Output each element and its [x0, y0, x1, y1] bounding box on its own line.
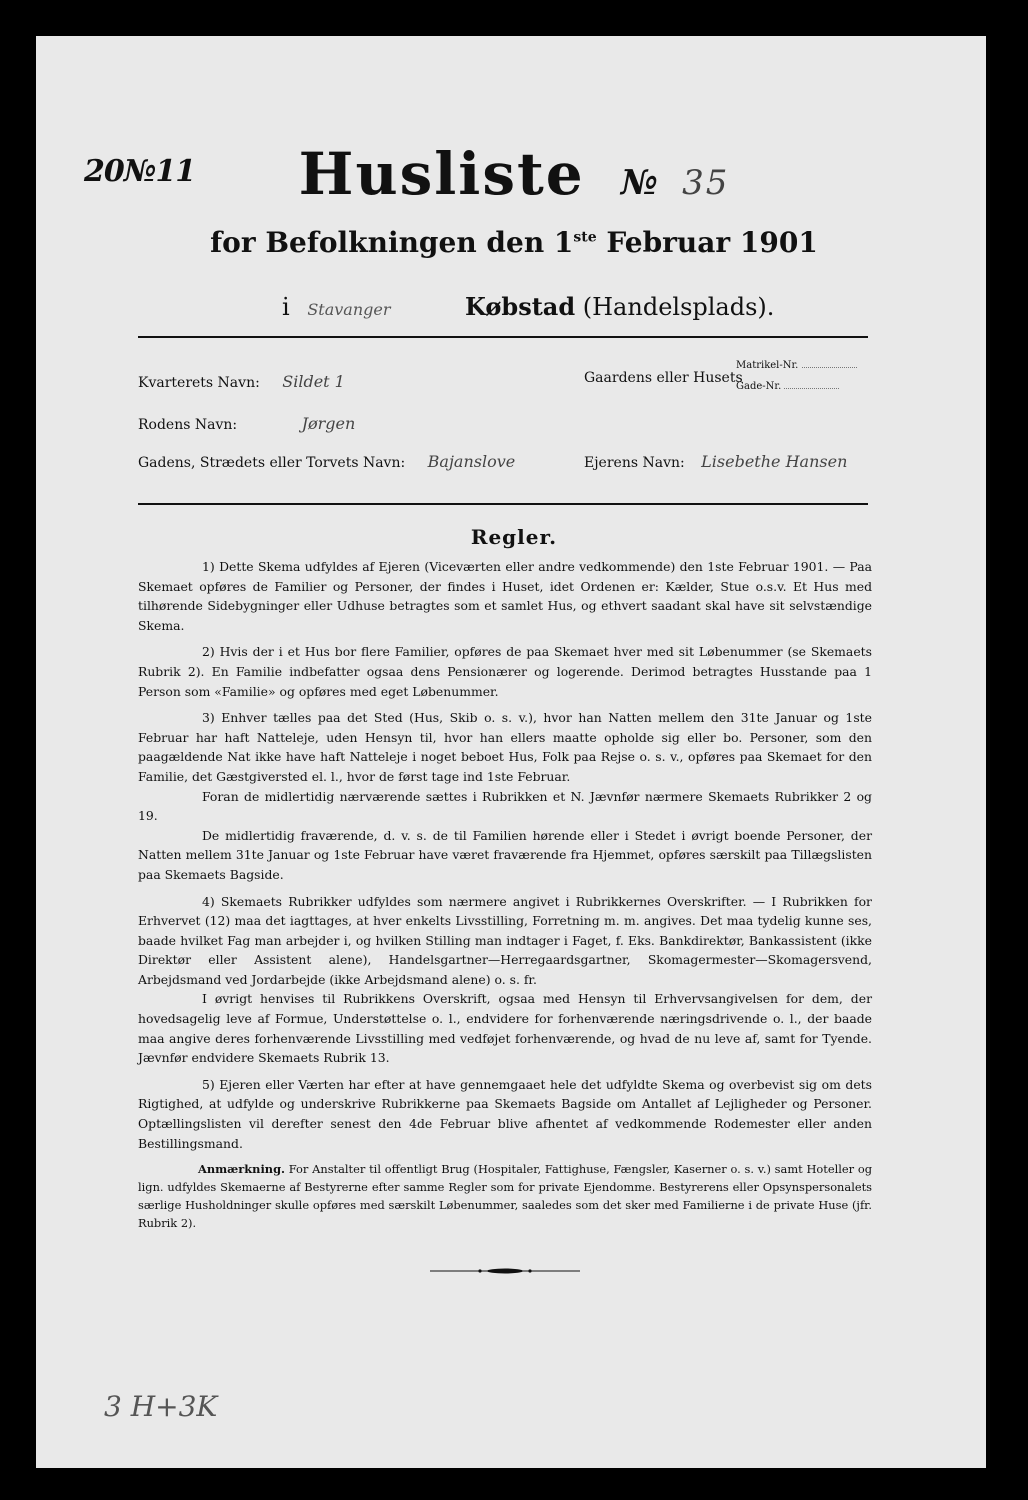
corner-number: 20№11	[84, 154, 196, 189]
note-paragraph	[138, 1160, 872, 1232]
subtitle-sup: ste	[573, 229, 597, 246]
bottom-divider	[138, 503, 868, 505]
gaard-field	[584, 370, 743, 386]
handelsplads-label: (Handelsplads).	[582, 293, 775, 321]
rule-5: 5) Ejeren eller Værten har efter at have gennemgaaet hele det udfyldte Skema og overbevist sig om dets Rigtighed, at udfylde og underskrive Rubrikkerne paa Skemaets Bagside om Antallet af Lejligheder og Personer. Optællingslisten vil derefter senest den 4de Februar blive afhentet af vedkommende Rodemester eller anden Bestillingsmand.	[138, 1076, 872, 1151]
subtitle-post: Februar 1901	[596, 226, 818, 259]
ejer-label: Ejerens Navn:	[584, 455, 685, 471]
rule-3a: 3) Enhver tælles paa det Sted (Hus, Skib o. s. v.), hvor han Natten mellem den 31te Januar og 1ste Februar har haft Natteleje, uden Hensyn til, hvor han ellers maatte opholde sig eller bo. Personer, som den paagældende Nat ikke have haft Natteleje i noget beboet Hus, Folk paa Rejse o. s. v., opføres paa Skemaet for den Familie, det Gæstgiversted el. l., hvor de først tage ind 1ste Februar.	[138, 710, 872, 784]
rule-4a: 4) Skemaets Rubrikker udfyldes som nærmere angivet i Rubrikkernes Overskrifter. — I Rubrikken for Erhvervet (12) maa det iagttages, at hver enkelts Livsstilling, Forretning m. m. angives. Det maa tydelig kunne ses, baade hvilket Fag man arbejder i, og hvilken Stilling man indtager i Faget, f. Eks. Bankdirektør, Bankassistent (ikke Direktør eller Assistent alene), Handelsgartner—Herregaardsgartner, Skomagermester—Skomagersvend, Arbejdsmand ved Jordarbejde (ikke Arbejdsmand alene) o. s. fr.	[138, 893, 872, 987]
margin-note: 3 H+3K	[104, 1390, 218, 1423]
place-prefix: i	[282, 293, 290, 321]
note-label: Anmærkning.	[198, 1162, 285, 1177]
rule-2: 2) Hvis der i et Hus bor flere Familier, opføres de paa Skemaet hver med sit Løbenummer (se Skemaets Rubrik 2). En Familie indbefatter ogsaa dens Pensionærer og logerende. Derimod betragtes Husstande paa 1 Person som «Familie» og opføres med eget Løbenummer.	[138, 644, 872, 699]
kobstad-label: Købstad	[464, 292, 576, 321]
number-value: 35	[682, 163, 730, 203]
ornament-center	[487, 1269, 523, 1274]
title-main: Husliste	[298, 140, 585, 208]
gade-navn-field	[138, 452, 515, 471]
matrikel-dots	[802, 367, 857, 368]
matrikel-label: Matrikel-Nr.	[736, 360, 799, 371]
gade-nr-field	[736, 381, 839, 392]
ejer-value: Lisebethe Hansen	[701, 452, 848, 471]
gade-nr-dots	[784, 388, 839, 389]
ornament-dot-left	[478, 1269, 481, 1272]
subtitle-pre: for Befolkningen den 1	[210, 226, 574, 259]
gaard-label: Gaardens eller Husets	[584, 370, 743, 386]
rules-heading: Regler.	[470, 525, 558, 549]
ejer-field	[584, 452, 847, 471]
kvarter-label: Kvarterets Navn:	[138, 375, 260, 391]
handwritten-town: Stavanger	[307, 300, 391, 319]
rule-3c: De midlertidig fraværende, d. v. s. de til Familien hørende eller i Stedet i øvrigt boende Personer, der Natten mellem 31te Januar og 1ste Februar have været fraværende fra Hjemmet, opføres særskilt paa Tillægslisten paa Skemaets Bagside.	[138, 827, 872, 882]
kvarter-field	[138, 372, 345, 391]
matrikel-field	[736, 360, 857, 371]
rode-label: Rodens Navn:	[138, 417, 238, 433]
place-line	[282, 292, 774, 321]
ornament-divider	[430, 1268, 580, 1274]
page-title	[0, 140, 1028, 208]
gade-navn-value: Bajanslove	[427, 452, 516, 471]
ornament-dot-right	[528, 1269, 531, 1272]
rule-3b: Foran de midlertidig nærværende sættes i Rubrikken et N. Jævnfør nærmere Skemaets Rubrikker 2 og 19.	[138, 788, 872, 824]
gade-nr-label: Gade-Nr.	[736, 381, 782, 392]
subtitle	[0, 226, 1028, 259]
rode-value: Jørgen	[301, 414, 356, 433]
number-label: №	[620, 163, 660, 203]
gade-navn-label: Gadens, Strædets eller Torvets Navn:	[138, 455, 406, 471]
top-divider	[138, 336, 868, 338]
rule-1: 1) Dette Skema udfyldes af Ejeren (Viceværten eller andre vedkommende) den 1ste Februar 1901. — Paa Skemaet opføres de Familier og Personer, der findes i Huset, idet Ordenen er: Kælder, Stue o.s.v. Et Hus med tilhørende Sidebygninger eller Udhuse betragtes som et samlet Hus, og ethvert saadant skal have sit selvstændige Skema.	[138, 559, 872, 633]
rules-text	[138, 557, 872, 1239]
note-text: For Anstalter til offentligt Brug (Hospitaler, Fattighuse, Fængsler, Kaserner o. s. v.) samt Hoteller og lign. udfyldes Skemaerne af Bestyrerne efter samme Regler som for private Ejendomme. Bestyrerens eller Opsynspersonalets særlige Husholdninger skulle opføres med særskilt Løbenummer, saaledes som det sker med Familierne i de private Huse (jfr. Rubrik 2).	[138, 1162, 872, 1231]
rode-field	[138, 414, 355, 433]
kvarter-value: Sildet 1	[282, 372, 345, 391]
rule-4b: I øvrigt henvises til Rubrikkens Overskrift, ogsaa med Hensyn til Erhvervsangivelsen for dem, der hovedsagelig leve af Formue, Understøttelse o. l., endvidere for forhenværende næringsdrivende o. l., der baade maa angive deres forhenværende Livsstilling med vedføjet forhenværende, og hvad de nu leve af, samt for Tyende. Jævnfør endvidere Skemaets Rubrik 13.	[138, 991, 872, 1066]
